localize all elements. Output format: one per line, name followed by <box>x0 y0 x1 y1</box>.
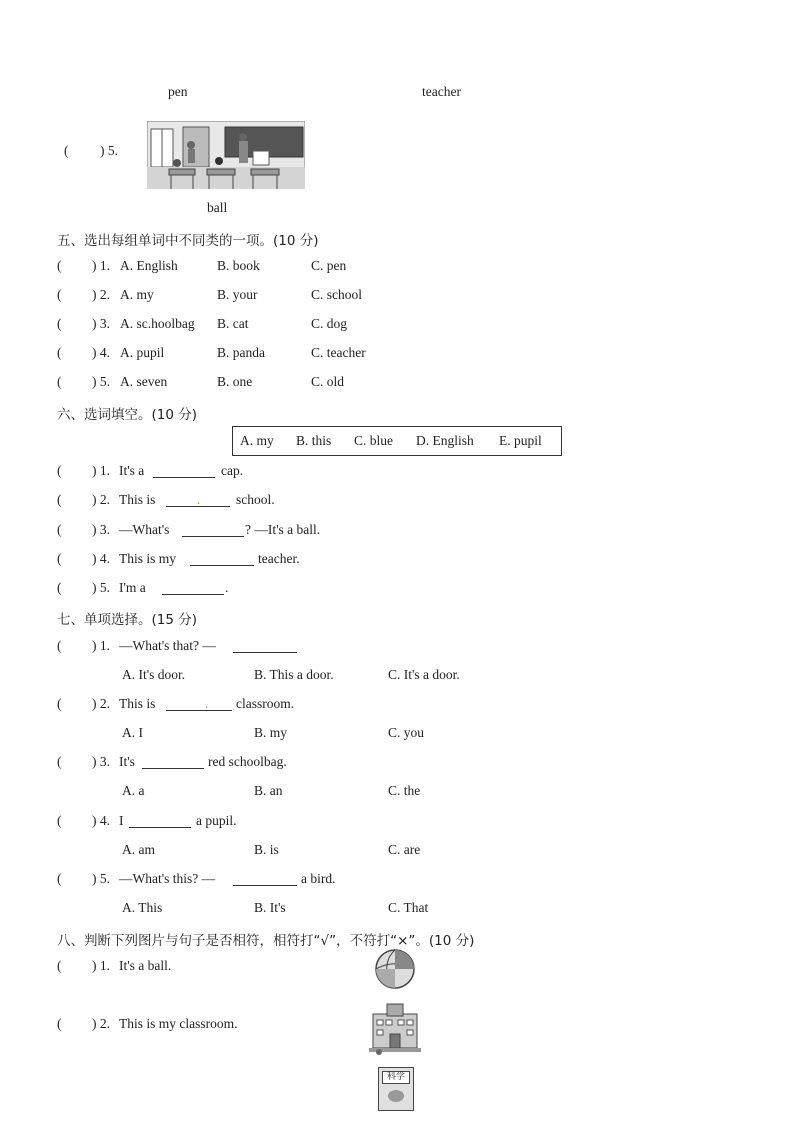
section7-heading: 七、单项选择。(15 分) <box>57 612 198 628</box>
word-option: A. my <box>240 433 274 448</box>
fill-blank <box>153 465 215 478</box>
fill-blank <box>190 553 254 566</box>
section6-heading: 六、选词填空。(10 分) <box>57 407 198 423</box>
fill-blank <box>233 640 297 653</box>
word-teacher: teacher <box>422 84 461 99</box>
classroom-picture <box>147 121 305 189</box>
fill-blank <box>129 815 191 828</box>
science-book-picture <box>378 1067 414 1111</box>
word-pen: pen <box>168 84 188 99</box>
section5-heading: 五、选出每组单词中不同类的一项。(10 分) <box>57 233 319 249</box>
fill-blank <box>142 756 204 769</box>
question-number: ) 5. <box>100 143 118 158</box>
section8-heading: 八、判断下列图片与句子是否相符，相符打“√”，不符打“×”。(10 分) <box>57 933 475 949</box>
fill-blank <box>182 524 244 537</box>
answer-paren: ( <box>64 143 69 158</box>
school-building-picture <box>369 1000 421 1056</box>
word-option: D. English <box>416 433 474 448</box>
book-cover-icon <box>388 1090 404 1102</box>
fill-blank <box>166 698 232 711</box>
word-ball: ball <box>207 200 228 215</box>
word-option: E. pupil <box>499 433 542 448</box>
word-option: B. this <box>296 433 332 448</box>
ball-picture <box>374 948 416 990</box>
book-label: 科学 <box>382 1071 410 1084</box>
fill-blank <box>162 582 224 595</box>
fill-blank <box>233 873 297 886</box>
word-option: C. blue <box>354 433 393 448</box>
